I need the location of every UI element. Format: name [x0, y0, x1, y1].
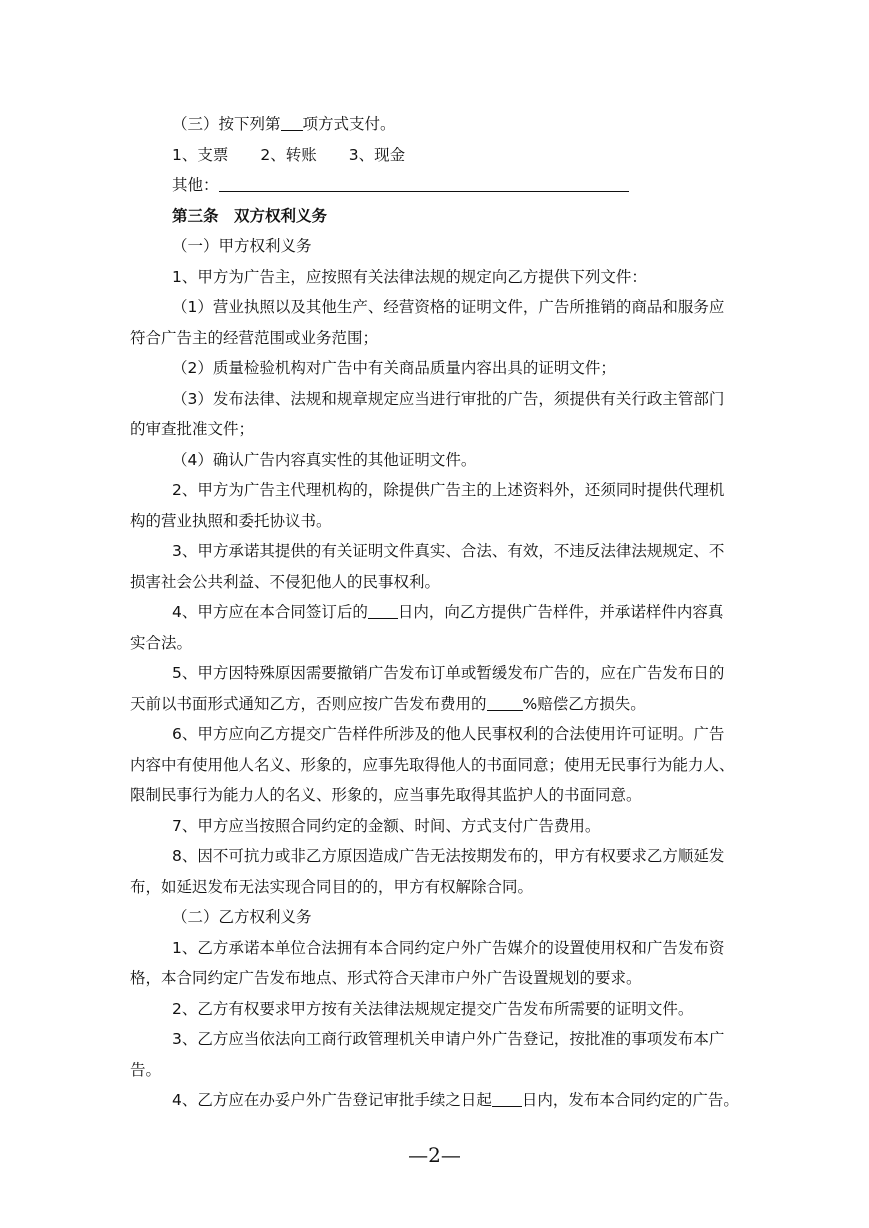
payment-blank: [281, 112, 303, 131]
party-a-item-5-line-2: 天前以书面形式通知乙方，否则应按广告发布费用的 %赔偿乙方损失。: [130, 689, 740, 720]
party-a-item-3-line-1: 3、甲方承诺其提供的有关证明文件真实、合法、有效，不违反法律法规规定、不: [172, 542, 725, 560]
party-a-item-3-line-2: 损害社会公共利益、不侵犯他人的民事权利。: [130, 572, 441, 591]
party-b-item-4: 4、乙方应在办妥户外广告登记审批手续之日起 日内，发布本合同约定的广告。: [130, 1085, 740, 1116]
article-3-title: 第三条 双方权利义务: [172, 206, 328, 225]
payment-option-transfer: 2、转账: [260, 145, 317, 164]
party-a-item-1-3-line-1: （3）发布法律、法规和规章规定应当进行审批的广告，须提供有关行政主管部门: [172, 389, 725, 408]
party-b-item-1-line-2: 格，本合同约定广告发布地点、形式符合天津市户外广告设置规划的要求。: [130, 969, 642, 987]
party-a-item-1-2: （2）质量检验机构对广告中有关商品质量内容出具的证明文件；: [172, 359, 616, 377]
party-a-heading: （一）甲方权利义务: [172, 237, 312, 255]
payment-method-line: [130, 109, 740, 140]
payment-suffix: 项方式支付。: [302, 115, 396, 133]
party-a-item-1: 1、甲方为广告主，应按照有关法律法规的规定向乙方提供下列文件：: [172, 267, 647, 286]
party-a-item-5-line-1: 5、甲方因特殊原因需要撤销广告发布订单或暂缓发布广告的，应在广告发布日的: [172, 664, 725, 682]
party-a-item-1-1-line-1: （1）营业执照以及其他生产、经营资格的证明文件，广告所推销的商品和服务应: [172, 298, 725, 316]
party-a-item-2-line-2: 构的营业执照和委托协议书。: [130, 511, 332, 530]
compensation-percent-blank: [487, 692, 523, 711]
contract-body: [130, 109, 740, 1116]
sample-days-blank: [368, 600, 398, 619]
page-number: —2—: [408, 1143, 461, 1167]
party-a-item-8-line-2: 布，如延迟发布无法实现合同目的的，甲方有权解除合同。: [130, 877, 534, 896]
party-b-heading: （二）乙方权利义务: [172, 908, 312, 926]
party-a-item-6-line-1: 6、甲方应向乙方提交广告样件所涉及的他人民事权利的合法使用许可证明。广告: [172, 725, 725, 743]
party-a-item-1-3-line-2: 的审查批准文件；: [130, 420, 255, 438]
payment-other-line: [130, 170, 740, 201]
party-a-item-4-line-1: 4、甲方应在本合同签订后的 日内，向乙方提供广告样件，并承诺样件内容真: [130, 597, 740, 628]
party-a-item-6-line-2: 内容中有使用他人名义、形象的，应事先取得他人的书面同意；使用无民事行为能力人、: [130, 755, 735, 774]
publish-days-blank: [492, 1088, 522, 1107]
party-b-item-3-line-2: 告。: [130, 1060, 162, 1079]
party-b-item-2: 2、乙方有权要求甲方按有关法律法规规定提交广告发布所需要的证明文件。: [172, 999, 694, 1018]
payment-prefix: （三）按下列第: [172, 115, 281, 133]
party-a-item-7: 7、甲方应当按照合同约定的金额、时间、方式支付广告费用。: [172, 816, 601, 835]
party-b-item-1-line-1: 1、乙方承诺本单位合法拥有本合同约定户外广告媒介的设置使用权和广告发布资: [172, 938, 725, 957]
party-a-item-1-4: （4）确认广告内容真实性的其他证明文件。: [172, 450, 477, 469]
payment-other-blank: [219, 173, 629, 192]
payment-option-cash: 3、现金: [348, 145, 406, 164]
party-a-item-1-1-line-2: 符合广告主的经营范围或业务范围；: [130, 328, 379, 347]
party-a-item-2-line-1: 2、甲方为广告主代理机构的，除提供广告主的上述资料外，还须同时提供代理机: [172, 481, 725, 499]
party-a-item-6-line-3: 限制民事行为能力人的名义、形象的，应当事先取得其监护人的书面同意。: [130, 786, 642, 804]
payment-other-label: 其他：: [172, 176, 219, 194]
payment-options: [130, 140, 740, 171]
payment-option-check: 1、支票: [172, 145, 229, 164]
party-a-item-8-line-1: 8、因不可抗力或非乙方原因造成广告无法按期发布的，甲方有权要求乙方顺延发: [172, 847, 725, 865]
party-a-item-4-line-2: 实合法。: [130, 633, 193, 652]
party-b-item-3-line-1: 3、乙方应当依法向工商行政管理机关申请户外广告登记，按批准的事项发布本广: [172, 1030, 725, 1048]
